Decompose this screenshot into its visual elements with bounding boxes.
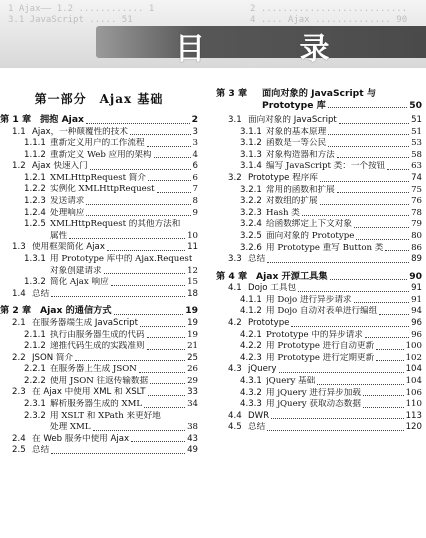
dot-leader xyxy=(86,215,190,216)
toc-title: 用 Prototype 库中的 Ajax.Request xyxy=(50,254,193,265)
toc-title: Ajax，一种颠覆性的技术 xyxy=(32,126,128,137)
toc-list-left xyxy=(0,109,198,457)
toc-entry-sub[interactable] xyxy=(216,306,422,318)
toc-entry-cont[interactable] xyxy=(0,266,198,278)
toc-page: 33 xyxy=(187,387,198,398)
toc-page: 34 xyxy=(187,399,198,410)
toc-number: 4.2 xyxy=(228,318,242,328)
toc-entry-sub[interactable] xyxy=(0,138,198,150)
toc-entry-chapter[interactable] xyxy=(216,270,422,284)
toc-page: 49 xyxy=(187,445,198,456)
toc-page: 74 xyxy=(411,172,422,183)
dot-leader xyxy=(69,238,185,239)
toc-entry-sub[interactable] xyxy=(0,277,198,289)
toc-page: 96 xyxy=(411,329,422,340)
toc-page: 91 xyxy=(411,294,422,305)
toc-entry-sub[interactable] xyxy=(216,219,422,231)
dot-leader xyxy=(363,407,404,408)
toc-entry-sub[interactable] xyxy=(216,295,422,307)
toc-title: 在服务器端生成 JavaScript xyxy=(32,317,138,328)
dot-leader xyxy=(354,227,409,228)
toc-title: 总结 xyxy=(248,254,266,265)
toc-number: 第 2 章 xyxy=(0,305,32,317)
toc-title: 总结 xyxy=(32,288,50,299)
toc-page: 8 xyxy=(192,196,198,207)
toc-entry-sub[interactable] xyxy=(216,376,422,388)
toc-number: 3.1.2 xyxy=(240,138,262,149)
toc-page: 3 xyxy=(192,138,198,149)
dot-leader xyxy=(86,204,190,205)
toc-number: 3.2.2 xyxy=(240,196,262,207)
toc-page: 19 xyxy=(185,305,198,317)
dot-leader xyxy=(157,192,191,193)
toc-entry-chapter[interactable] xyxy=(0,113,198,127)
toc-entry-sub[interactable] xyxy=(0,341,198,353)
dot-leader xyxy=(267,430,403,431)
toc-entry-sub[interactable] xyxy=(216,231,422,243)
toc-page: 104 xyxy=(405,364,422,375)
toc-entry-sub[interactable] xyxy=(0,208,198,220)
toc-entry-sub[interactable] xyxy=(0,173,198,185)
dot-leader xyxy=(150,383,185,384)
toc-chapter-3[interactable] xyxy=(216,88,422,111)
toc-number: 4.4 xyxy=(228,410,242,421)
toc-page: 86 xyxy=(411,242,422,253)
toc-number: 2.1.1 xyxy=(24,329,46,340)
dot-leader xyxy=(317,384,403,385)
toc-page: 90 xyxy=(409,270,422,282)
toc-entry-sub[interactable] xyxy=(216,196,422,208)
toc-entry-section[interactable] xyxy=(0,353,198,365)
toc-title: 常用的函数和扩展 xyxy=(266,184,335,195)
toc-entry-sub[interactable] xyxy=(216,150,422,162)
toc-entry-sub[interactable] xyxy=(216,138,422,150)
dot-leader xyxy=(130,134,191,135)
toc-entry-cont[interactable] xyxy=(0,422,198,434)
toc-page: 19 xyxy=(187,329,198,340)
toc-entry-section[interactable] xyxy=(0,289,198,301)
toc-title: 拥抱 Ajax xyxy=(40,114,84,125)
toc-title: Ajax 开源工具集 xyxy=(256,270,328,282)
toc-entry-section[interactable] xyxy=(216,364,422,376)
toc-list-right xyxy=(216,115,422,434)
toc-number: 4.2.1 xyxy=(240,329,262,340)
toc-title: 在 Web 服务中使用 Ajax xyxy=(32,433,130,444)
toc-number: 第 4 章 xyxy=(216,270,248,282)
dot-leader xyxy=(356,239,409,240)
toc-title: 递推代码生成的实践准则 xyxy=(50,341,145,352)
toc-number: 3.2.4 xyxy=(240,219,262,230)
toc-number: 2.3.2 xyxy=(24,410,46,421)
toc-entry-section[interactable] xyxy=(216,422,422,434)
toc-number: 2.1 xyxy=(12,317,26,328)
toc-page: 15 xyxy=(187,277,198,288)
toc-number: 1.2 xyxy=(12,161,26,172)
dot-leader xyxy=(111,285,185,286)
dot-leader xyxy=(320,181,409,182)
toc-page: 6 xyxy=(192,172,198,183)
toc-entry-section[interactable] xyxy=(0,387,198,399)
dot-leader xyxy=(320,204,409,205)
toc-number: 4.3.3 xyxy=(240,399,262,410)
toc-entry-section[interactable] xyxy=(0,161,198,173)
toc-title: 处理 XML xyxy=(50,422,91,433)
toc-title: JSON 简介 xyxy=(32,352,74,363)
toc-title: 总结 xyxy=(248,422,266,433)
toc-page: 106 xyxy=(405,387,422,398)
toc-left-column xyxy=(0,90,198,457)
toc-title: 面向对象的 JavaScript 与 xyxy=(262,88,377,99)
dot-leader xyxy=(93,430,186,431)
dot-leader xyxy=(363,395,404,396)
toc-title: 用 Dojo 自动对表单进行编组 xyxy=(266,306,378,317)
dot-leader xyxy=(328,107,407,108)
dot-leader xyxy=(291,326,409,327)
toc-page: 4 xyxy=(192,149,198,160)
toc-entry-sub[interactable] xyxy=(216,330,422,342)
toc-number: 4.5 xyxy=(228,422,242,433)
toc-page: 120 xyxy=(405,422,422,433)
toc-title: 用 Prototype 进行自动更新 xyxy=(266,341,375,352)
toc-entry-sub[interactable] xyxy=(0,364,198,376)
toc-page: 96 xyxy=(411,318,422,328)
toc-number: 3.1.1 xyxy=(240,126,262,137)
toc-entry-section[interactable] xyxy=(0,242,198,254)
dot-leader xyxy=(271,418,404,419)
toc-page: 110 xyxy=(405,399,422,410)
toc-right-column xyxy=(216,88,422,434)
toc-page: 89 xyxy=(411,254,422,265)
toc-number: 2.2.2 xyxy=(24,375,46,386)
toc-entry-sub[interactable] xyxy=(216,127,422,139)
toc-number: 3.2.6 xyxy=(240,242,262,253)
toc-page: 18 xyxy=(187,288,198,299)
toc-number: 2.2 xyxy=(12,352,26,363)
toc-entry-sub[interactable] xyxy=(216,161,422,173)
dot-leader xyxy=(302,215,409,216)
toc-page: 94 xyxy=(411,306,422,317)
dot-leader xyxy=(148,180,191,181)
toc-entry-chapter[interactable] xyxy=(0,304,198,318)
dot-leader xyxy=(51,453,185,454)
toc-page: 19 xyxy=(187,317,198,328)
toc-title: jQuery xyxy=(248,364,277,375)
dot-leader xyxy=(385,250,409,251)
toc-number: 1.2.2 xyxy=(24,184,46,195)
toc-entry-cont[interactable] xyxy=(0,231,198,243)
toc-entry-sub[interactable] xyxy=(0,376,198,388)
toc-entry-section[interactable] xyxy=(0,127,198,139)
toc-title: 执行由服务器生成的代码 xyxy=(50,329,145,340)
toc-title: 用 Prototype 重写 Button 类 xyxy=(266,242,384,253)
toc-entry-section[interactable] xyxy=(216,254,422,266)
toc-title: Prototype 库 xyxy=(262,99,326,111)
toc-page: 80 xyxy=(411,230,422,241)
toc-number: 1.1.1 xyxy=(24,138,46,149)
toc-entry-sub[interactable] xyxy=(216,399,422,411)
toc-number: 1.3.2 xyxy=(24,277,46,288)
toc-title: 总结 xyxy=(32,445,50,456)
toc-number: 4.1.1 xyxy=(240,294,262,305)
toc-number: 3.2 xyxy=(228,172,242,183)
toc-number: 4.1 xyxy=(228,283,242,294)
toc-title: 对象构造器和方法 xyxy=(266,149,335,160)
toc-entry-sub[interactable] xyxy=(0,254,198,266)
toc-number: 3.2.5 xyxy=(240,230,262,241)
toc-number: 3.1.3 xyxy=(240,149,262,160)
dot-leader xyxy=(51,296,185,297)
toc-page: 25 xyxy=(187,352,198,363)
dot-leader xyxy=(107,250,185,251)
toc-title: 处理响应 xyxy=(50,207,85,218)
banner-faint-text: 4 .... Ajax .............. 90 xyxy=(250,15,408,25)
toc-title: 重新定义用户的工作流程 xyxy=(50,138,145,149)
toc-entry-section[interactable] xyxy=(216,173,422,185)
toc-title: 简化 Ajax 响应 xyxy=(50,277,109,288)
toc-title: 用 jQuery 进行异步加载 xyxy=(266,387,361,398)
toc-title: 属性 xyxy=(50,230,68,241)
toc-number: 1.3.1 xyxy=(24,254,46,265)
toc-entry-sub[interactable] xyxy=(0,196,198,208)
toc-title: 在 Ajax 中使用 XML 和 XSLT xyxy=(32,387,146,398)
toc-number: 1.1 xyxy=(12,126,26,137)
toc-title: 对数组的扩展 xyxy=(266,196,318,207)
toc-number: 1.2.1 xyxy=(24,172,46,183)
dot-leader xyxy=(330,279,408,280)
toc-number: 1.4 xyxy=(12,288,26,299)
toc-number: 3.1 xyxy=(228,115,242,125)
toc-entry-section[interactable] xyxy=(0,318,198,330)
toc-number: 1.2.3 xyxy=(24,196,46,207)
toc-page: 6 xyxy=(192,161,198,172)
toc-title: 用 jQuery 获取动态数据 xyxy=(266,399,361,410)
toc-title: Hash 类 xyxy=(266,207,300,218)
toc-page: 75 xyxy=(411,184,422,195)
toc-entry-section[interactable] xyxy=(0,445,198,457)
toc-entry-sub[interactable] xyxy=(216,185,422,197)
toc-title: Prototype 程序库 xyxy=(248,172,318,183)
dot-leader xyxy=(376,360,403,361)
toc-entry-sub[interactable] xyxy=(0,150,198,162)
toc-number: 1.2.4 xyxy=(24,207,46,218)
toc-title: Dojo 工具包 xyxy=(248,283,297,294)
toc-entry-sub[interactable] xyxy=(216,341,422,353)
toc-number: 4.3.2 xyxy=(240,387,262,398)
toc-page: 78 xyxy=(411,207,422,218)
dot-leader xyxy=(337,157,409,158)
toc-number: 4.2.2 xyxy=(240,341,262,352)
toc-page: 7 xyxy=(192,184,198,195)
toc-page: 102 xyxy=(405,352,422,363)
toc-number: 第 3 章 xyxy=(216,88,248,99)
toc-page: 2 xyxy=(191,114,198,125)
dot-leader xyxy=(147,349,186,350)
banner-faint-text: 3.1 JavaScript ..... 51 xyxy=(8,15,133,25)
banner-faint-text: 1 Ajax—— 1.2 ............ 1 xyxy=(8,4,155,14)
toc-title: 给函数绑定上下文对象 xyxy=(266,219,352,230)
dot-leader xyxy=(376,349,403,350)
toc-number: 2.4 xyxy=(12,433,26,444)
toc-title: XMLHttpRequest 简介 xyxy=(50,172,146,183)
dot-leader xyxy=(379,314,409,315)
dot-leader xyxy=(337,192,409,193)
toc-title: XMLHttpRequest 的其他方法和 xyxy=(50,219,181,230)
dot-leader xyxy=(154,157,191,158)
dot-leader xyxy=(144,407,185,408)
toc-title: 对象创建请求 xyxy=(50,265,102,276)
toc-page: 91 xyxy=(411,283,422,294)
toc-title: Prototype 中的异步请求 xyxy=(266,329,363,340)
dot-leader xyxy=(139,372,185,373)
toc-number: 2.5 xyxy=(12,445,26,456)
dot-leader xyxy=(75,360,185,361)
toc-number: 3.3 xyxy=(228,254,242,265)
toc-title: 用 Prototype 进行定期更新 xyxy=(266,352,375,363)
toc-page: 100 xyxy=(405,341,422,352)
toc-title: 发送请求 xyxy=(50,196,85,207)
dot-leader xyxy=(114,314,184,315)
part-title: 第一部分 Ajax 基础 xyxy=(34,92,164,106)
toc-entry-sub[interactable] xyxy=(0,184,198,196)
dot-leader xyxy=(86,123,190,124)
toc-title: 函数是一等公民 xyxy=(266,138,327,149)
toc-page: 51 xyxy=(411,126,422,137)
toc-entry-section[interactable] xyxy=(216,411,422,423)
toc-page: 3 xyxy=(192,126,198,137)
toc-number: 4.1.2 xyxy=(240,306,262,317)
toc-number: 2.3.1 xyxy=(24,399,46,410)
toc-number: 2.1.2 xyxy=(24,341,46,352)
toc-title: Ajax 快速入门 xyxy=(32,161,88,172)
toc-number: 2.3 xyxy=(12,387,26,398)
toc-entry-sub[interactable] xyxy=(216,243,422,255)
toc-page: 10 xyxy=(187,230,198,241)
dot-leader xyxy=(148,395,186,396)
toc-entry-sub[interactable] xyxy=(216,353,422,365)
toc-page: 79 xyxy=(411,219,422,230)
dot-leader xyxy=(298,291,409,292)
dot-leader xyxy=(339,123,409,124)
toc-number: 4.3.1 xyxy=(240,375,262,386)
toc-title: Prototype xyxy=(248,318,290,328)
title-banner xyxy=(0,0,426,68)
toc-title: 重新定义 Web 应用的架构 xyxy=(50,149,152,160)
toc-page: 29 xyxy=(187,375,198,386)
toc-page: 113 xyxy=(405,410,422,421)
toc-page: 38 xyxy=(187,422,198,433)
toc-title: 解析服务器生成的 XML xyxy=(50,399,143,410)
dot-leader xyxy=(279,372,404,373)
toc-title: Ajax 的通信方式 xyxy=(40,305,112,317)
toc-title: jQuery 基础 xyxy=(266,375,316,386)
toc-title: 编写 JavaScript 类：一个按钮 xyxy=(266,161,386,172)
dot-leader xyxy=(90,169,191,170)
toc-entry-section[interactable] xyxy=(0,434,198,446)
toc-page: 53 xyxy=(411,138,422,149)
dot-leader xyxy=(147,146,191,147)
dot-leader xyxy=(354,302,410,303)
toc-entry-sub[interactable] xyxy=(0,399,198,411)
toc-title: 面向对象的 Prototype xyxy=(266,230,355,241)
toc-title: 用 Dojo 进行异步请求 xyxy=(266,294,352,305)
toc-entry-section[interactable] xyxy=(216,115,422,127)
toc-title: 使用框架简化 Ajax xyxy=(32,242,105,253)
toc-page: 58 xyxy=(411,149,422,160)
dot-leader xyxy=(104,273,185,274)
toc-number: 第 1 章 xyxy=(0,114,32,125)
toc-page: 26 xyxy=(187,364,198,375)
dot-leader xyxy=(365,337,409,338)
toc-page: 76 xyxy=(411,196,422,207)
toc-entry-section[interactable] xyxy=(216,283,422,295)
toc-page: 9 xyxy=(192,207,198,218)
dot-leader xyxy=(387,169,409,170)
toc-page: 50 xyxy=(409,99,422,111)
dot-leader xyxy=(131,441,185,442)
dot-leader xyxy=(328,134,409,135)
toc-number: 3.1.4 xyxy=(240,161,262,172)
toc-title: 使用 JSON 往返传输数据 xyxy=(50,375,149,386)
toc-title: 在服务器上生成 JSON xyxy=(50,364,137,375)
banner-faint-text: 2 ........................... xyxy=(250,4,408,14)
dot-leader xyxy=(140,326,185,327)
toc-page: 63 xyxy=(411,161,422,172)
toc-number: 3.2.1 xyxy=(240,184,262,195)
toc-page: 12 xyxy=(187,265,198,276)
toc-entry-sub[interactable] xyxy=(0,219,198,231)
toc-number: 3.2.3 xyxy=(240,207,262,218)
toc-page: 11 xyxy=(187,242,198,253)
toc-number: 1.3 xyxy=(12,242,26,253)
toc-entry-sub[interactable] xyxy=(216,208,422,220)
toc-number: 4.3 xyxy=(228,364,242,375)
toc-title: 对象的基本原理 xyxy=(266,126,327,137)
toc-title: 实例化 XMLHttpRequest xyxy=(50,184,155,195)
dot-leader xyxy=(328,146,409,147)
toc-page: 21 xyxy=(187,341,198,352)
dot-leader xyxy=(267,262,409,263)
toc-number: 1.2.5 xyxy=(24,219,46,230)
toc-title: DWR xyxy=(248,410,270,421)
dot-leader xyxy=(147,337,186,338)
toc-title: 用 XSLT 和 XPath 来更好地 xyxy=(50,410,161,421)
toc-page: 43 xyxy=(187,433,198,444)
toc-number: 1.1.2 xyxy=(24,149,46,160)
toc-entry-sub[interactable] xyxy=(0,411,198,423)
toc-title: 面向对象的 JavaScript xyxy=(248,115,337,125)
toc-entry-sub[interactable] xyxy=(0,330,198,342)
toc-page: 104 xyxy=(405,375,422,386)
toc-number: 4.2.3 xyxy=(240,352,262,363)
toc-number: 2.2.1 xyxy=(24,364,46,375)
page-title: 目 录 xyxy=(175,32,372,67)
toc-entry-sub[interactable] xyxy=(216,388,422,400)
toc-page: 51 xyxy=(411,115,422,125)
toc-entry-section[interactable] xyxy=(216,318,422,330)
